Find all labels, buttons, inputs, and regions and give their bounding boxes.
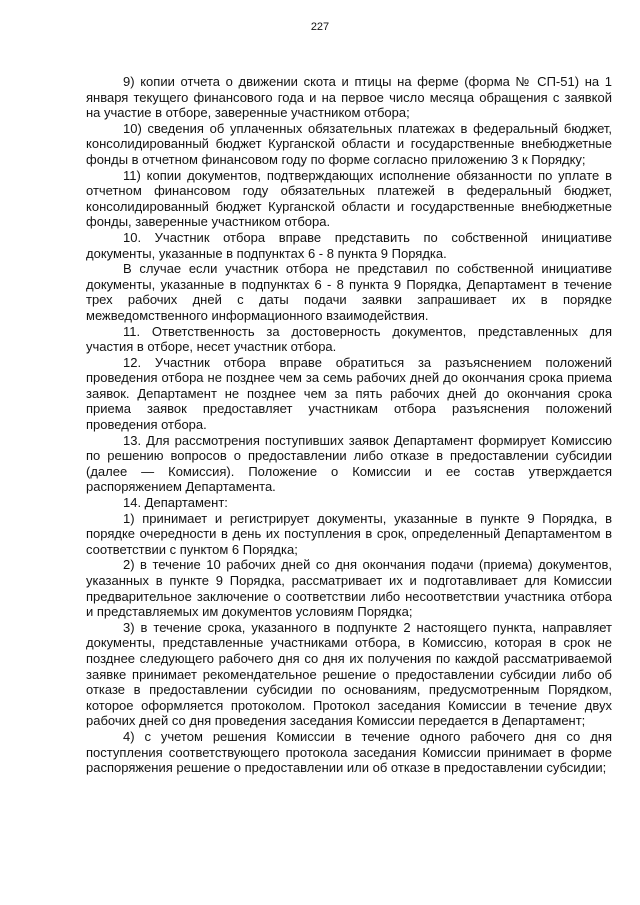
paragraph-item-14-sub-3: 3) в течение срока, указанного в подпункте 2 настоящего пункта, направляет документы, представленные участниками отбора, в Комиссию, которая в срок не позднее следующего рабочего дня со дня их получения по каждой рассматриваемой заявке принимает рекомендательное решение о предоставлении субсидии либо об отказе в предоставлении субсидии по основаниям, предусмотренным Порядком, которое оформляется протоколом. Протокол заседания Комиссии в течение двух рабочих дней со дня проведения заседания Комиссии передается в Департамент;	[86, 619, 612, 729]
paragraph-item-14-sub-4: 4) с учетом решения Комиссии в течение одного рабочего дня со дня поступления соответствующего протокола заседания Комиссии принимает в форме распоряжения решение о предоставлении или об отказе в предоставлении субсидии;	[86, 728, 612, 776]
document-body	[86, 74, 612, 776]
page-number: 227	[310, 21, 330, 33]
paragraph-item-14-sub-2: 2) в течение 10 рабочих дней со дня окончания подачи (приема) документов, указанных в пункте 9 Порядка, рассматривает их и подготавливает для Комиссии предварительное заключение о соответствии либо несоответствии участника отбора и представляемых им документов условиям Порядка;	[86, 557, 612, 620]
paragraph-item-10: 10. Участник отбора вправе представить по собственной инициативе документы, указанные в подпунктах 6 - 8 пункта 9 Порядка.	[86, 229, 612, 261]
paragraph-subitem-9: 9) копии отчета о движении скота и птицы на ферме (форма № СП-51) на 1 января текущего финансового года и на первое число месяца обращения с заявкой на участие в отборе, заверенные участником отбора;	[86, 74, 612, 121]
paragraph-item-14-sub-1: 1) принимает и регистрирует документы, указанные в пункте 9 Порядка, в порядке очередности в день их поступления в срок, определенный Департаментом в соответствии с пунктом 6 Порядка;	[86, 510, 612, 557]
paragraph-subitem-11: 11) копии документов, подтверждающих исполнение обязанности по уплате в отчетном финансовом году обязательных платежей в федеральный бюджет, консолидированный бюджет Курганской области и государственные внебюджетные фонды, заверенные участником отбора.	[86, 167, 612, 230]
paragraph-item-12: 12. Участник отбора вправе обратиться за разъяснением положений проведения отбора не позднее чем за семь рабочих дней до окончания срока приема заявок. Департамент не позднее чем за пять рабочих дней до окончания срока приема заявок предоставляет участникам отбора разъяснения положений проведения отбора.	[86, 354, 612, 433]
paragraph-item-14: 14. Департамент:	[123, 495, 228, 511]
paragraph-subitem-10: 10) сведения об уплаченных обязательных платежах в федеральный бюджет, консолидированный бюджет Курганской области и государственные внебюджетные фонды в отчетном финансовом году по форме согласно приложению 3 к Порядку;	[86, 120, 612, 167]
paragraph-item-13: 13. Для рассмотрения поступивших заявок Департамент формирует Комиссию по решению вопросов о предоставлении либо отказе в предоставлении субсидии (далее — Комиссия). Положение о Комиссии и ее состав утверждается распоряжением Департамента.	[86, 432, 612, 495]
paragraph-item-11: 11. Ответственность за достоверность документов, представленных для участия в отборе, несет участник отбора.	[86, 323, 612, 355]
paragraph-item-10-continued: В случае если участник отбора не представил по собственной инициативе документы, указанные в подпунктах 6 - 8 пункта 9 Порядка, Департамент в течение трех рабочих дней с даты подачи заявки запрашивает их в порядке межведомственного информационного взаимодействия.	[86, 261, 612, 323]
